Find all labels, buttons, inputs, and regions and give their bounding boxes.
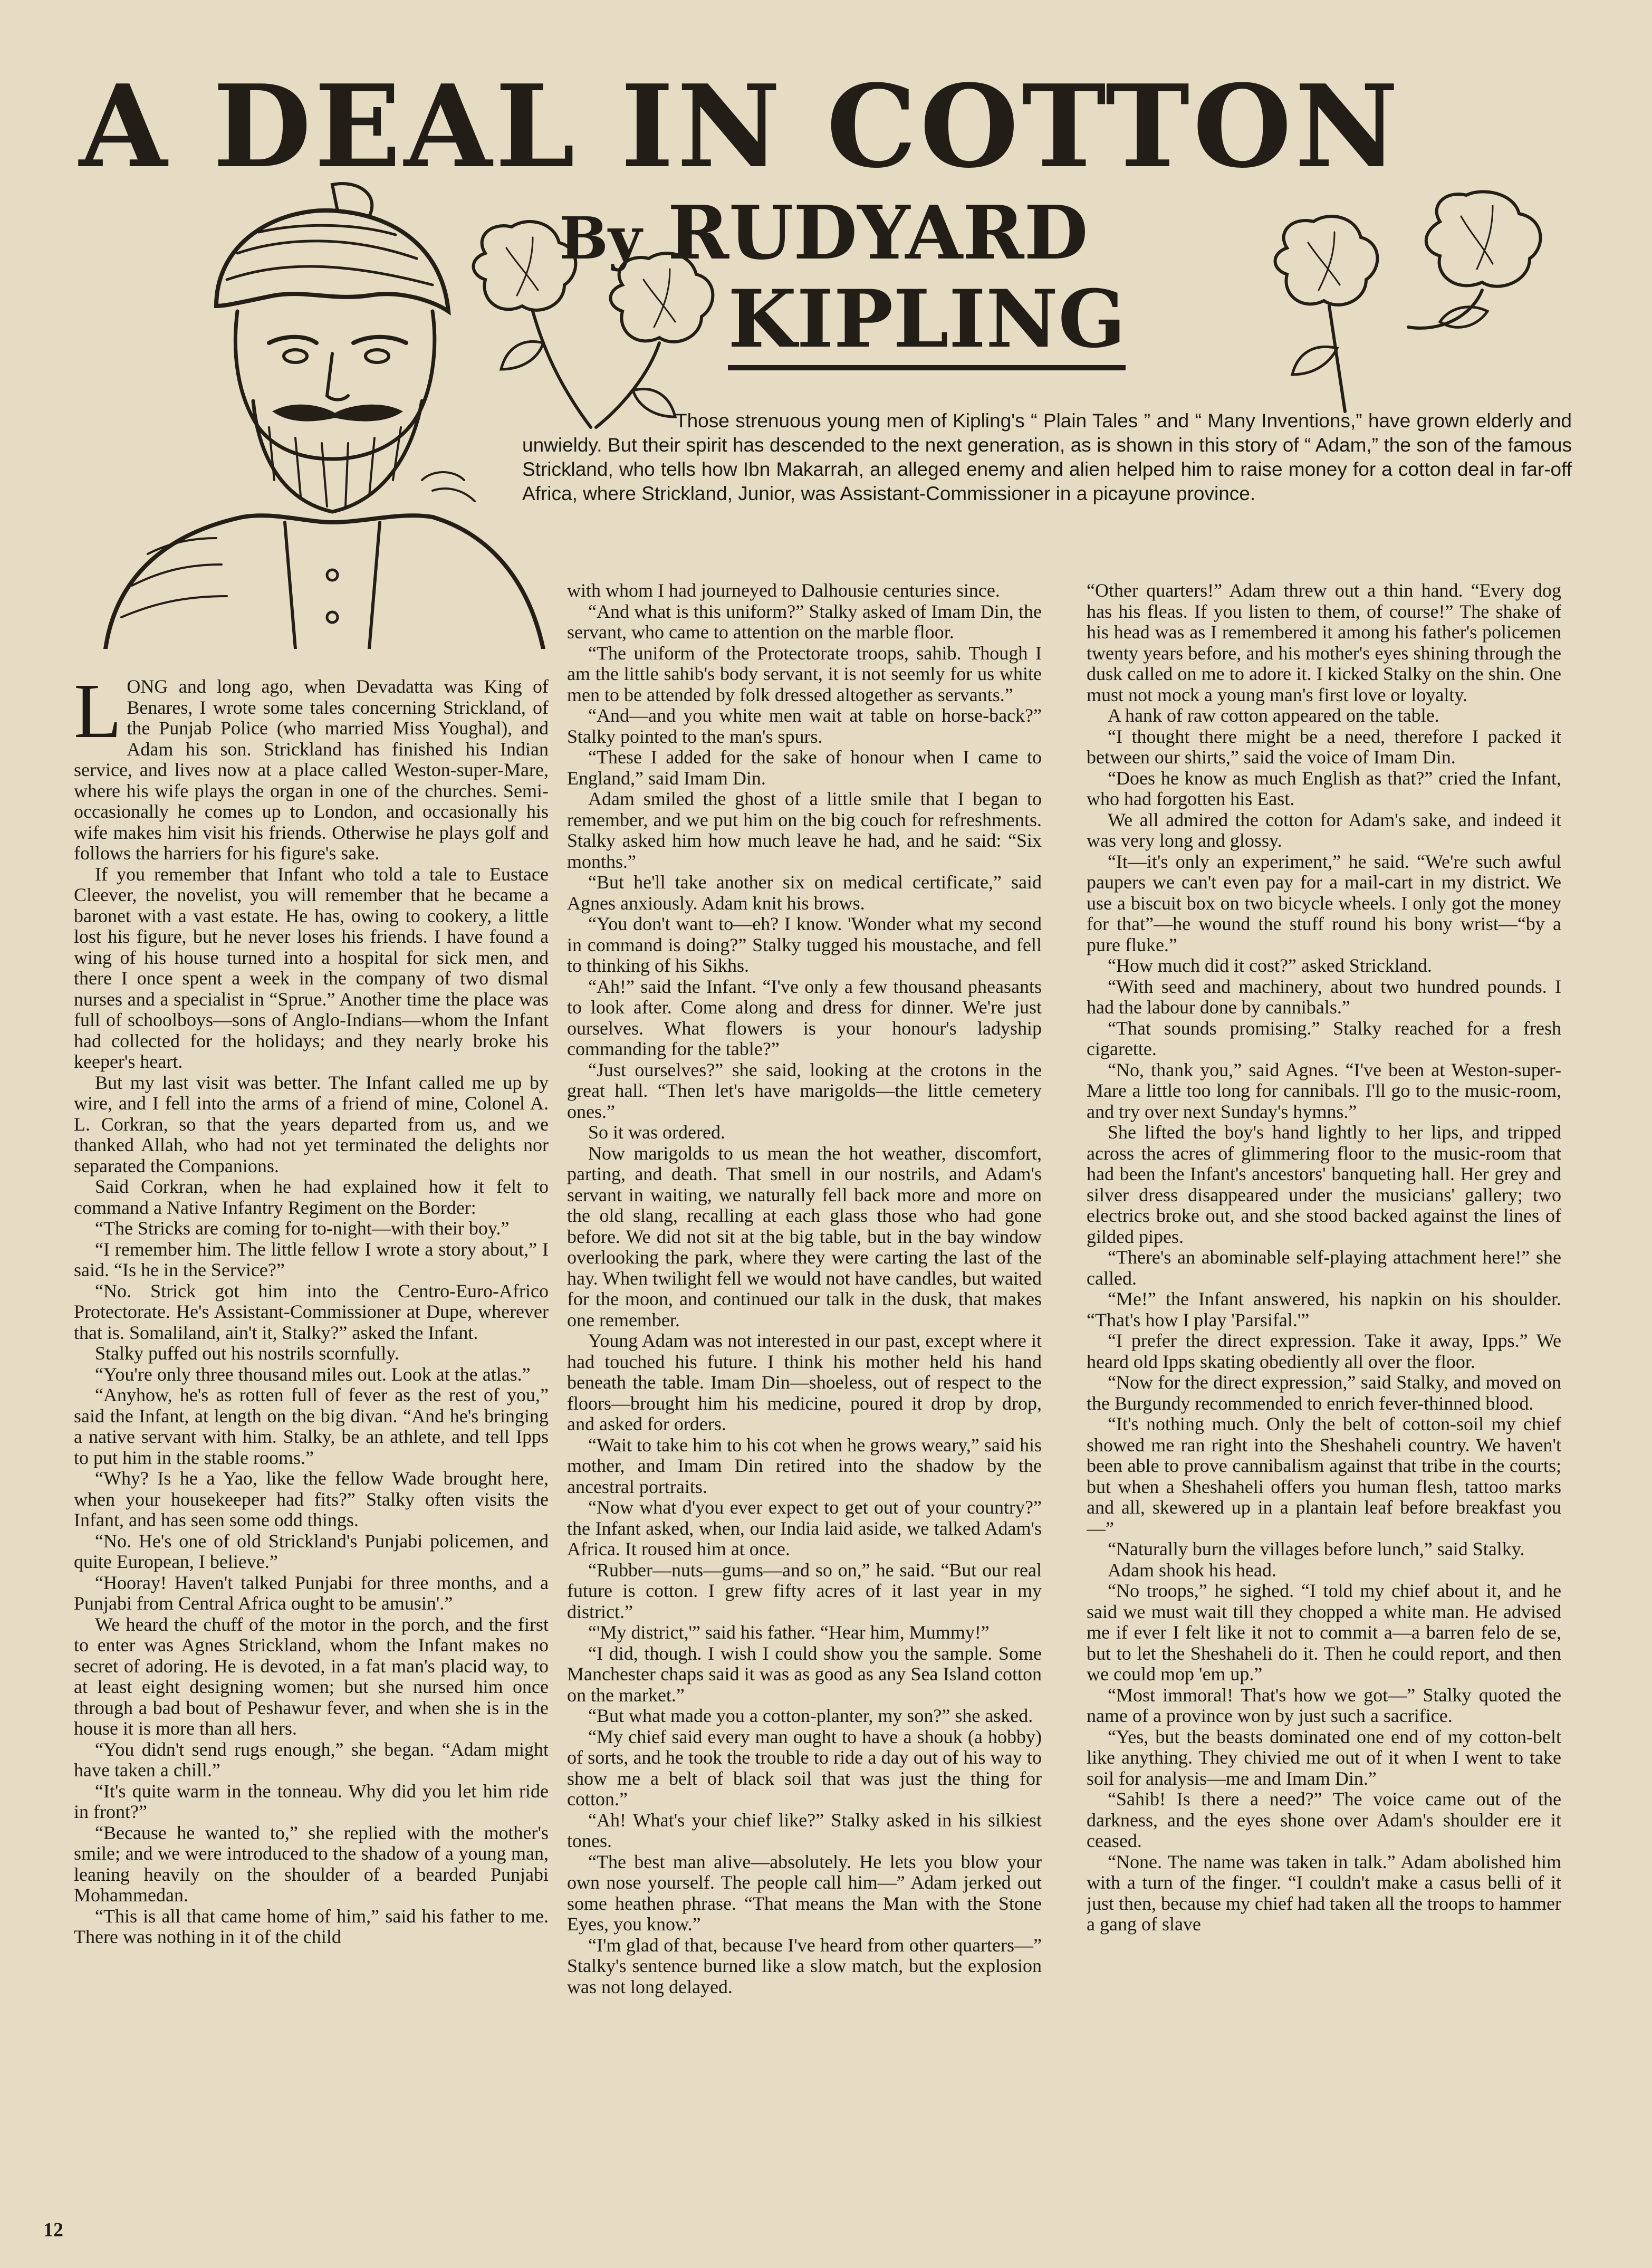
paragraph: “Wait to take him to his cot when he grows weary,” said his mother, and Imam Din retired into the shadow by the ancestral portraits.: [567, 1434, 1042, 1497]
paragraph: “With seed and machinery, about two hundred pounds. I had the labour done by cannibals.”: [1087, 975, 1561, 1018]
paragraph: Now marigolds to us mean the hot weather, discomfort, parting, and death. That smell in our nostrils, and Adam's servant in waiting, we naturally fell back more and more on the old slang, recalling at each glass those who had gone before. We did not sit at the big table, but in the bay window overlooking the park, where they were carting the last of the hay. When twilight fell we would not have candles, but waited for the moon, and continued our talk in the dusk, that makes one remember.: [567, 1142, 1042, 1331]
column-3: [1087, 580, 1561, 2205]
paragraph: with whom I had journeyed to Dalhousie centuries since.: [567, 580, 1000, 601]
paragraph: “And—and you white men wait at table on horse-back?” Stalky pointed to the man's spurs.: [567, 705, 1042, 747]
paragraph: Adam smiled the ghost of a little smile that I began to remember, and we put him on the big couch for refreshments. Stalky asked him how much leave he had, and he said: “Six months.”: [567, 788, 1042, 872]
paragraph: “Why? Is he a Yao, like the fellow Wade brought here, when your housekeeper had fits?” Stalky often visits the Infant, and has seen some odd things.: [74, 1468, 549, 1530]
paragraph: “Ah!” said the Infant. “I've only a few thousand pheasants to look after. Come along and dress for dinner. We're just ourselves. What flowers is your honour's ladyship commanding for the table?”: [567, 975, 1042, 1059]
paragraph: “I'm glad of that, because I've heard from other quarters—” Stalky's sentence burned like a slow match, but the explosion was not long delayed.: [567, 1934, 1042, 1997]
paragraph: “That sounds promising.” Stalky reached for a fresh cigarette.: [1087, 1017, 1561, 1059]
paragraph: “It's nothing much. Only the belt of cotton-soil my chief showed me ran right into the Sheshaheli country. We haven't been able to prove cannibalism against that tribe in the courts; but when a Sheshaheli offers you human flesh, tattoo marks and all, skewered up in a plantain leaf before breakfast you—”: [1087, 1413, 1561, 1539]
paragraph: “I remember him. The little fellow I wrote a story about,” I said. “Is he in the Service?”: [74, 1238, 549, 1280]
paragraph: “Rubber—nuts—gums—and so on,” he said. “But our real future is cotton. I grew fifty acres of it last year in my district.”: [567, 1559, 1042, 1622]
paragraph: “Yes, but the beasts dominated one end of my cotton-belt like anything. They chivied me out of it when I went to take soil for analysis—me and Imam Din.”: [1087, 1726, 1561, 1789]
paragraph: “Me!” the Infant answered, his napkin on his shoulder. “That's how I play 'Parsifal.'”: [1087, 1288, 1561, 1331]
paragraph: “The Stricks are coming for to-night—with their boy.”: [95, 1218, 510, 1239]
author-last-name: KIPLING: [728, 274, 1126, 370]
page-number: 12: [43, 2219, 63, 2241]
paragraph: “Anyhow, he's as rotten full of fever as the rest of you,” said the Infant, at length on the big divan. “And he's bringing a native servant with him. Stalky, be an athlete, and tell Ipps to put him in the stable rooms.”: [74, 1384, 549, 1468]
paragraph: Said Corkran, when he had explained how it felt to command a Native Infantry Regiment on the Border:: [74, 1176, 549, 1218]
paragraph: A hank of raw cotton appeared on the table.: [1108, 705, 1439, 726]
paragraph: “Because he wanted to,” she replied with the mother's smile; and we were introduced to the shadow of a young man, leaning heavily on the shoulder of a bearded Punjabi Mohammedan.: [74, 1822, 549, 1906]
paragraph: “Naturally burn the villages before lunch,” said Stalky.: [1108, 1538, 1525, 1559]
paragraph: “And what is this uniform?” Stalky asked of Imam Din, the servant, who came to attention on the marble floor.: [567, 600, 1042, 643]
paragraph: “You're only three thousand miles out. Look at the atlas.”: [95, 1363, 531, 1385]
paragraph: “Does he know as much English as that?” cried the Infant, who had forgotten his East.: [1087, 767, 1561, 809]
paragraph: “The uniform of the Protectorate troops, sahib. Though I am the little sahib's body servant, it is not seemly for us white men to be attended by folk dressed altogether as servants.”: [567, 642, 1042, 705]
paragraph: Young Adam was not interested in our past, except where it had touched his future. I think his mother held his hand beneath the table. Imam Din—shoeless, out of respect to the floors—brought him his medicine, poured it drop by drop, and asked for orders.: [567, 1330, 1042, 1434]
paragraph: If you remember that Infant who told a tale to Eustace Cleever, the novelist, you will remember that he became a baronet with a vast estate. He has, owing to cookery, a little lost his figure, but he never loses his friends. I have found a wing of his house turned into a hospital for sick men, and there I once spent a week in the company of two dismal nurses and a specialist in “Sprue.” Another time the place was full of schoolboys—sons of Anglo-Indians—whom the Infant had collected for the holidays; and they nearly broke his keeper's heart.: [74, 863, 549, 1072]
paragraph: Adam shook his head.: [1108, 1559, 1276, 1581]
paragraph: “I prefer the direct expression. Take it away, Ipps.” We heard old Ipps skating obediently all over the floor.: [1087, 1330, 1561, 1372]
paragraph: “The best man alive—absolutely. He lets you blow your own nose yourself. The people call him—” Adam jerked out some heathen phrase. “That means the Man with the Stone Eyes, you know.”: [567, 1851, 1042, 1935]
paragraph: “None. The name was taken in talk.” Adam abolished him with a turn of the finger. “I couldn't make a casus belli of it just then, because my chief had taken all the troops to hammer a gang of slave: [1087, 1851, 1561, 1935]
paragraph: “But he'll take another six on medical certificate,” said Agnes anxiously. Adam knit his brows.: [567, 872, 1042, 914]
paragraph: “You don't want to—eh? I know. 'Wonder what my second in command is doing?” Stalky tugged his moustache, and fell to thinking of his Sikhs.: [567, 913, 1042, 976]
paragraph: “It's quite warm in the tonneau. Why did you let him ride in front?”: [74, 1780, 549, 1822]
paragraph: “There's an abominable self-playing attachment here!” she called.: [1087, 1247, 1561, 1289]
paragraph: “How much did it cost?” asked Strickland.: [1108, 955, 1432, 976]
paragraph: “I did, though. I wish I could show you the sample. Some Manchester chaps said it was as good as any Sea Island cotton on the market.”: [567, 1642, 1042, 1706]
paragraph: “Ah! What's your chief like?” Stalky asked in his silkiest tones.: [567, 1809, 1042, 1851]
paragraph: “You didn't send rugs enough,” she began. “Adam might have taken a chill.”: [74, 1738, 549, 1781]
byline-by: By: [559, 204, 642, 272]
paragraph: “No, thank you,” said Agnes. “I've been at Weston-super-Mare a little too long for cannibals. I'll go to the music-room, and try over next Sunday's hymns.”: [1087, 1059, 1561, 1122]
paragraph: “Sahib! Is there a need?” The voice came out of the darkness, and the eyes shone over Adam's shoulder ere it ceased.: [1087, 1788, 1561, 1851]
paragraph: “Just ourselves?” she said, looking at the crotons in the great hall. “Then let's have marigolds—the little cemetery ones.”: [567, 1059, 1042, 1122]
paragraph: “Other quarters!” Adam threw out a thin hand. “Every dog has his fleas. If you listen to them, of course!” The shake of his head was as I remembered it among his father's policemen twenty years before, and his mother's eyes shining through the dusk called on me to adore it. I kicked Stalky on the shin. One must not mock a young man's first love or loyalty.: [1087, 580, 1561, 705]
paragraph: “'My district,'” said his father. “Hear him, Mummy!”: [588, 1622, 990, 1643]
paragraph: We heard the chuff of the motor in the porch, and the first to enter was Agnes Strickland, whom the Infant makes no secret of adoring. He is devoted, in a fat man's placid way, to at least eight designing women; but she nursed him once through a bad bout of Peshawur fever, and when she is in the house it is more than all hers.: [74, 1613, 549, 1739]
paragraph: We all admired the cotton for Adam's sake, and indeed it was very long and glossy.: [1087, 809, 1561, 851]
paragraph: “Now for the direct expression,” said Stalky, and moved on the Burgundy recommended to enrich fever-thinned blood.: [1087, 1372, 1561, 1414]
paragraph: “Now what d'you ever expect to get out of your country?” the Infant asked, when, our India laid aside, we talked Adam's Africa. It roused him at once.: [567, 1497, 1042, 1559]
author-first-name: RUDYARD: [667, 190, 1088, 276]
paragraph: “It—it's only an experiment,” he said. “We're such awful paupers we can't even pay for a mail-cart in my district. We use a biscuit box on two bicycle wheels. I only got the money for that”—he wound the stuff round his bony wrist—“by a pure fluke.”: [1087, 850, 1561, 955]
paragraph: “No. He's one of old Strickland's Punjabi policemen, and quite European, I believe.”: [74, 1530, 549, 1572]
paragraph: So it was ordered.: [588, 1122, 725, 1143]
paragraph: “These I added for the sake of honour when I came to England,” said Imam Din.: [567, 747, 1042, 789]
paragraph: “Most immoral! That's how we got—” Stalky quoted the name of a province won by just such a sacrifice.: [1087, 1684, 1561, 1726]
paragraph: ONG and long ago, when Devadatta was King of Benares, I wrote some tales concerning Strickland, of the Punjab Police (who married Miss Youghal), and Adam his son. Strickland has finished his Indian service, and lives now at a place called Weston-super-Mare, where his wife plays the organ in one of the churches. Semi-occasionally he comes up to London, and occasionally his wife makes him visit his friends. Otherwise he plays golf and follows the harriers for his figure's sake.: [74, 676, 549, 864]
paragraph: “I thought there might be a need, therefore I packed it between our shirts,” said the voice of Imam Din.: [1087, 725, 1561, 768]
column-1: [74, 676, 549, 2205]
cotton-boll-illustration-right: [1250, 190, 1567, 427]
paragraph: “This is all that came home of him,” said his father to me. There was nothing in it of the child: [74, 1905, 549, 1947]
paragraph: “But what made you a cotton-planter, my son?” she asked.: [588, 1705, 1033, 1726]
paragraph: She lifted the boy's hand lightly to her lips, and tripped across the acres of glimmering floor to the music-room that had been the Infant's ancestors' banqueting hall. Her grey and silver dress disappeared under the musicians' gallery; two electrics broke out, and she stood backed against the lines of gilded pipes.: [1087, 1122, 1561, 1247]
paragraph: “My chief said every man ought to have a shouk (a hobby) of sorts, and he took the trouble to ride a day out of his way to show me a belt of black soil that was just the thing for cotton.”: [567, 1726, 1042, 1810]
paragraph: “No. Strick got him into the Centro-Euro-Africo Protectorate. He's Assistant-Commissioner at Dupe, wherever that is. Somaliland, ain't it, Stalky?” asked the Infant.: [74, 1280, 549, 1343]
paragraph: “Hooray! Haven't talked Punjabi for three months, and a Punjabi from Central Africa ought to be amusin'.”: [74, 1572, 549, 1614]
paragraph: Stalky puffed out his nostrils scornfully.: [95, 1343, 399, 1364]
paragraph: “No troops,” he sighed. “I told my chief about it, and he said we must wait till they chopped a white man. He advised me if ever I felt like it not to commit a—a barren felo de se, but to let the Sheshaheli do it. Then he could report, and then we could mop 'em up.”: [1087, 1580, 1561, 1685]
article-title: A DEAL IN COTTON: [79, 60, 1402, 193]
drop-cap: L: [74, 676, 122, 754]
intro-blurb: Those strenuous young men of Kipling's “ Plain Tales ” and “ Many Inventions,” have grown elderly and unwieldy. But their spirit has descended to the next generation, as is shown in this story of “ Adam,” the son of the famous Strickland, who tells how Ibn Makarrah, an alleged enemy and alien helped him to raise money for a cotton deal in far-off Africa, where Strickland, Junior, was Assistant-Commissioner in a picayune province.: [522, 410, 1572, 504]
column-2: [567, 580, 1042, 2205]
paragraph: But my last visit was better. The Infant called me up by wire, and I fell into the arms of a friend of mine, Colonel A. L. Corkran, so that the years departed from us, and we thanked Allah, who had not yet terminated the delights nor separated the Companions.: [74, 1071, 549, 1176]
